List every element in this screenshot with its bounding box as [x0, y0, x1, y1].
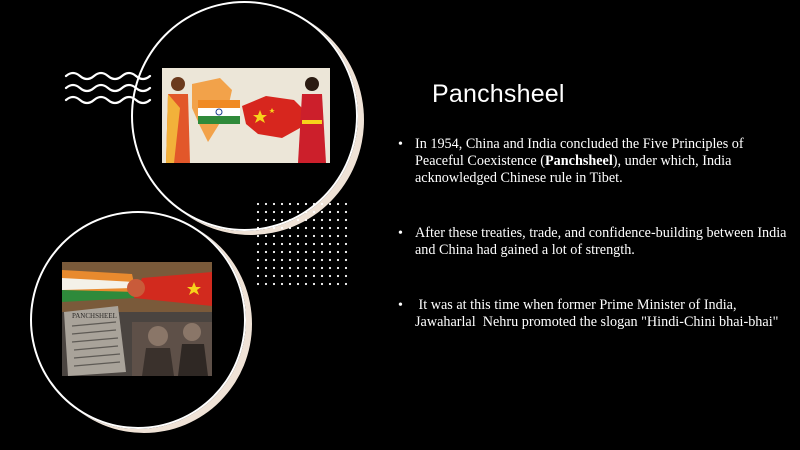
bullet-item	[398, 297, 788, 331]
bullet-item	[398, 225, 788, 259]
bullet-bold-term: Panchsheel	[545, 153, 613, 169]
slide-title: Panchsheel	[432, 80, 565, 108]
bullet-list	[398, 136, 788, 331]
panchsheel-handshake-image	[62, 262, 212, 376]
wave-decoration-icon	[64, 70, 154, 106]
india-china-illustration	[162, 68, 330, 163]
dot-grid-decoration	[256, 202, 352, 288]
bullet-text: ), under which, India acknowledged Chinese rule in Tibet.	[415, 153, 732, 186]
bullet-text: In 1954, China and India concluded the Five Principles of Peaceful Coexistence (	[415, 136, 744, 169]
bullet-text: It was at this time when former Prime Minister of India, Jawaharlal Nehru promoted the slogan "Hindi-Chini bhai-bhai"	[415, 297, 779, 330]
bullet-item	[398, 136, 788, 187]
bullet-text: After these treaties, trade, and confidence-building between India and China had gained a lot of strength.	[415, 225, 787, 258]
tablet-text: PANCHSHEEL	[72, 312, 117, 320]
